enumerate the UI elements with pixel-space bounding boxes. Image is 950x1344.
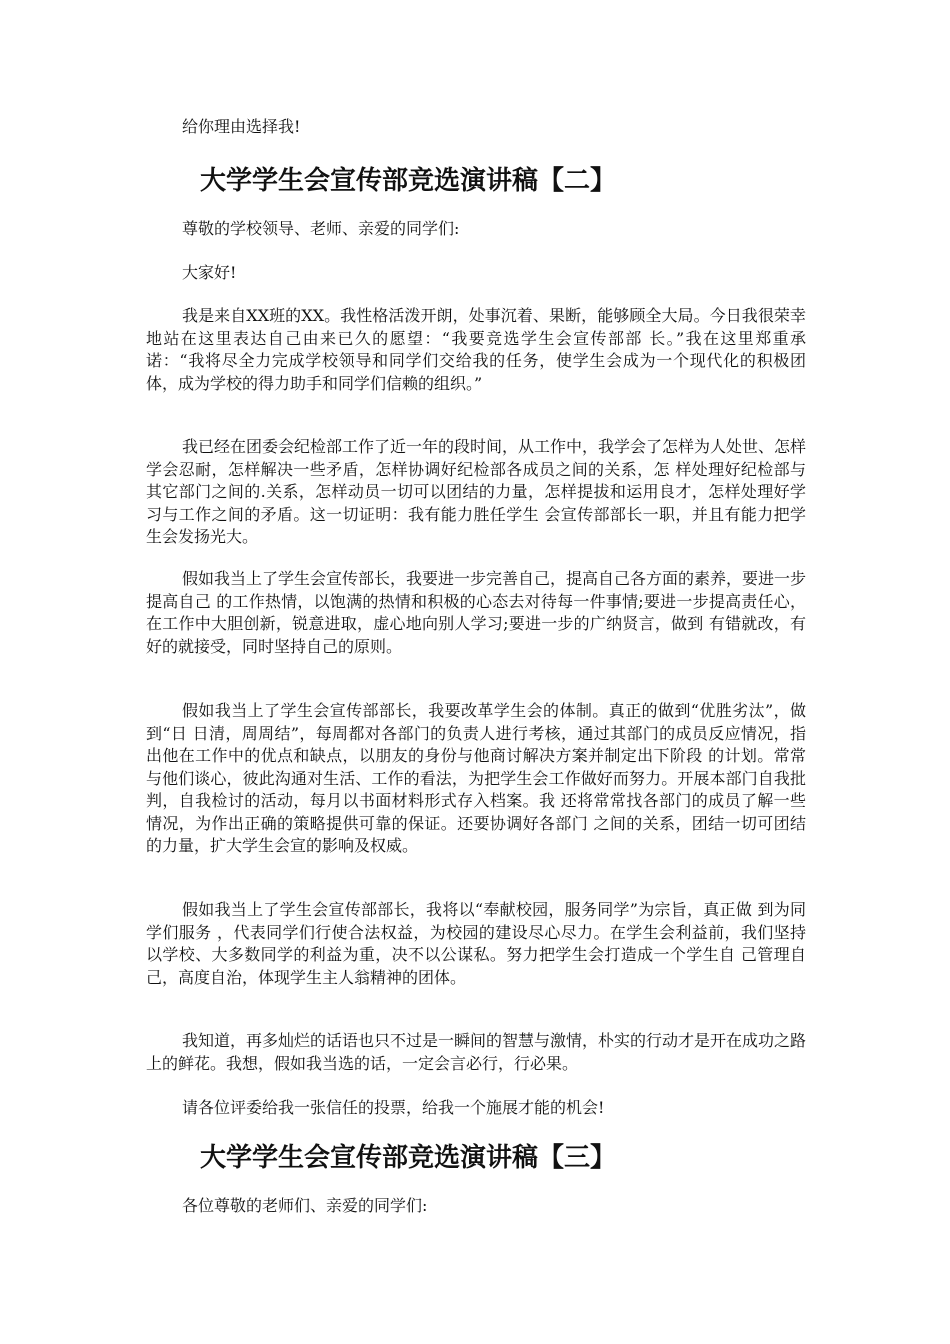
section-2-paragraph-4: 假如我当上了学生会宣传部部长，我要改革学生会的体制。真正的做到“优胜劣汰”，做到“日 日清，周周结”，每周都对各部门的负责人进行考核，通过其部门的成员反应情况，指出他在工作中的优点和缺点，以朋友的身份与他商讨解决方案并制定出下阶段 的计划。常常与他们谈心，彼此沟通对生活、工作的看法，为把学生会工作做好而努力。开展本部门自我批判，自我检讨的活动，每月以书面材料形式存入档案。我 还将常常找各部门的成员了解一些情况，为作出正确的策略提供可靠的保证。还要协调好各部门 之间的关系，团结一切可团结的力量，扩大学生会宣的影响及权威。 [146,701,806,855]
section-3-salutation: 各位尊敬的老师们、亲爱的同学们: [182,1196,428,1215]
section-2-paragraph-5: 假如我当上了学生会宣传部部长，我将以“奉献校园，服务同学”为宗旨，真正做 到为同学们服务 ，代表同学们行使合法权益，为校园的建设尽心尽力。在学生会利益前，我们坚持以学校、大多数同学的利益为重，决不以公谋私。努力把学生会打造成一个学生自 己管理自己，高度自治，体现学生主人翁精神的团体。 [146,900,806,987]
section-2-paragraph-1: 我是来自XX班的XX。我性格活泼开朗，处事沉着、果断，能够顾全大局。今日我很荣幸地站在这里表达自己由来已久的愿望：“我要竞选学生会宣传部部 长。”我在这里郑重承诺：“我将尽全力完成学校领导和同学们交给我的任务，使学生会成为一个现代化的积极团体，成为学校的得力助手和同学们信赖的组织。” [146,306,806,393]
intro-closing-line: 给你理由选择我! [182,117,301,136]
section-3-title: 大学学生会宣传部竞选演讲稿【三】 [200,1143,617,1173]
section-2-title: 大学学生会宣传部竞选演讲稿【二】 [200,166,617,196]
section-2-salutation: 尊敬的学校领导、老师、亲爱的同学们: [182,219,460,238]
section-2-paragraph-6: 我知道，再多灿烂的话语也只不过是一瞬间的智慧与激情，朴实的行动才是开在成功之路上的鲜花。我想，假如我当选的话，一定会言必行，行必果。 [146,1031,807,1073]
section-2-paragraph-3: 假如我当上了学生会宣传部长，我要进一步完善自己，提高自己各方面的素养，要进一步提高自己 的工作热情，以饱满的热情和积极的心态去对待每一件事情;要进一步提高责任心，在工作中大胆创新，锐意进取，虚心地向别人学习;要进一步的广纳贤言，做到 有错就改，有好的就接受，同时坚持自己的原则。 [146,569,807,656]
section-2-paragraph-2: 我已经在团委会纪检部工作了近一年的段时间，从工作中，我学会了怎样为人处世、怎样学会忍耐，怎样解决一些矛盾，怎样协调好纪检部各成员之间的关系，怎 样处理好纪检部与其它部门之间的.关系，怎样动员一切可以团结的力量，怎样提拔和运用良才，怎样处理好学习与工作之间的矛盾。这一切证明：我有能力胜任学生 会宣传部部长一职，并且有能力把学生会发扬光大。 [146,437,807,546]
section-2-paragraph-7: 请各位评委给我一张信任的投票，给我一个施展才能的机会! [182,1098,605,1117]
section-2-greeting: 大家好! [182,263,237,282]
